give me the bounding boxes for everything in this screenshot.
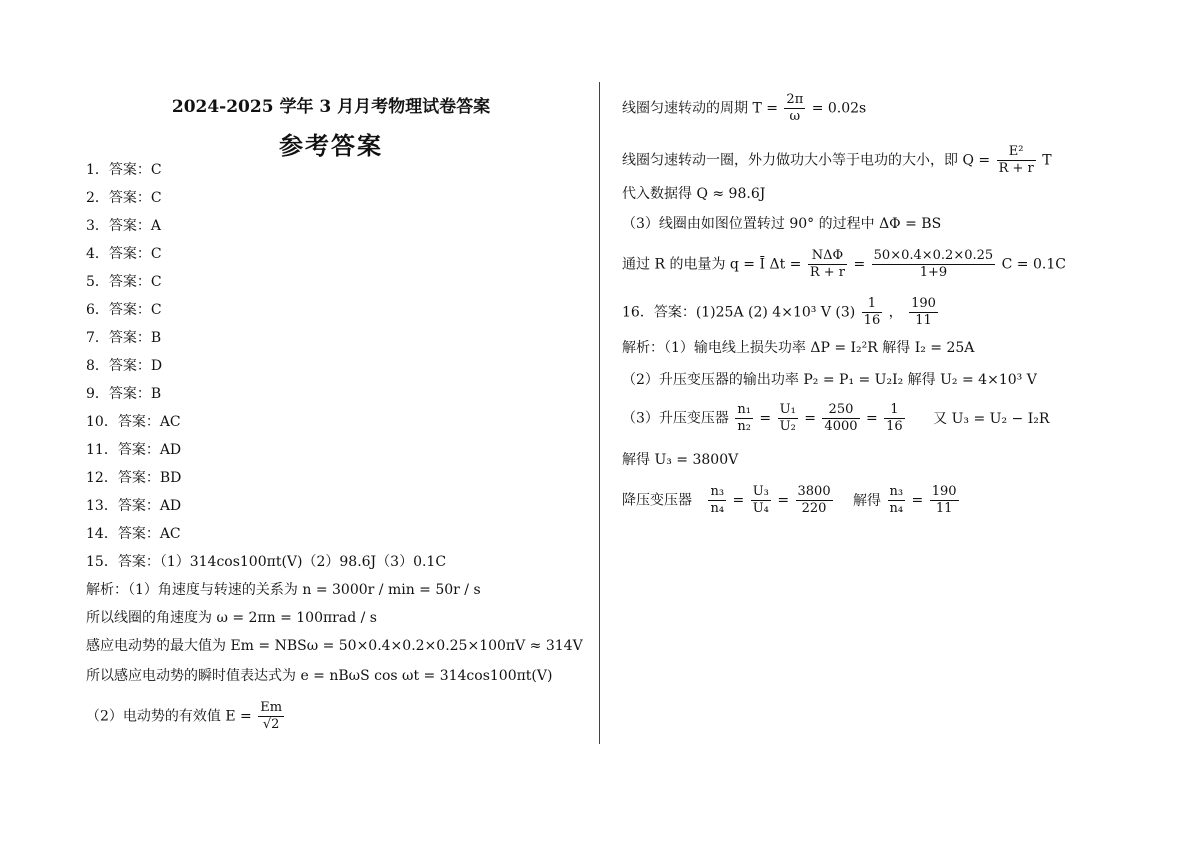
- fraction: [872, 248, 996, 281]
- denominator: 4000: [824, 419, 858, 434]
- numerator: NΔΦ: [808, 248, 847, 265]
- page-title: 2024-2025 学年 3 月月考物理试卷答案: [171, 97, 491, 117]
- fraction: [796, 484, 833, 517]
- answer-item: 4．答案：C: [86, 246, 162, 262]
- denominator: 16: [886, 419, 903, 434]
- numerator: 190: [911, 296, 936, 311]
- fraction: [751, 484, 771, 517]
- fraction: [778, 402, 798, 435]
- denominator: R + r: [809, 265, 846, 280]
- answer-item: 10．答案：AC: [86, 414, 181, 430]
- q15-right-line-4: （3）线圈由如图位置转过 90° 的过程中 ΔΦ = BS: [622, 216, 942, 232]
- q16-line-1: 解析：（1）输电线上损失功率 ΔP = I₂²R 解得 I₂ = 25A: [622, 340, 975, 356]
- text: C = 0.1C: [1001, 256, 1066, 273]
- answer-item: 9．答案：B: [86, 386, 162, 402]
- numerator: U₁: [779, 402, 796, 417]
- numerator: 2π: [786, 92, 804, 107]
- fraction: [888, 484, 906, 517]
- column-divider: [599, 82, 600, 744]
- text: =: [865, 410, 878, 427]
- text: =: [911, 492, 924, 509]
- numerator: 190: [931, 484, 957, 499]
- text: 降压变压器: [622, 492, 692, 509]
- denominator: √2: [262, 717, 280, 732]
- fraction: [930, 484, 959, 517]
- text: =: [853, 256, 866, 273]
- denominator: 220: [801, 501, 827, 516]
- text: （3）升压变压器: [622, 410, 729, 427]
- answer-item: 13．答案：AD: [86, 498, 182, 514]
- answer-item: 3．答案：A: [86, 218, 162, 234]
- q15-l5-prefix: （2）电动势的有效值 E =: [86, 708, 252, 725]
- q16-line-4: 解得 U₃ = 3800V: [622, 452, 739, 468]
- q15-line-2: 所以线圈的角速度为 ω = 2πn = 100πrad / s: [86, 610, 377, 626]
- answer-item: 2．答案：C: [86, 190, 162, 206]
- fraction: [884, 402, 905, 435]
- fraction: [909, 296, 938, 329]
- q15-answer: 15．答案：（1）314cos100πt(V)（2）98.6J（3）0.1C: [86, 554, 447, 570]
- answer-item: 6．答案：C: [86, 302, 162, 318]
- q15-line-4: 所以感应电动势的瞬时值表达式为 e = nBωS cos ωt = 314cos100πt(V): [86, 668, 553, 684]
- denominator: 11: [915, 313, 932, 328]
- denominator: R + r: [998, 161, 1034, 176]
- fraction: [708, 484, 726, 517]
- answer-item: 14．答案：AC: [86, 526, 181, 542]
- text: 通过 R 的电量为 q = Ī Δt =: [622, 256, 802, 273]
- numerator: n₁: [737, 402, 751, 417]
- q15-right-line-1: [622, 92, 866, 125]
- denominator: ω: [789, 109, 801, 124]
- answer-item: 11．答案：AD: [86, 442, 182, 458]
- denominator: 1+9: [919, 265, 948, 280]
- fraction: [258, 700, 284, 733]
- text: T: [1042, 152, 1052, 169]
- text: 线圈匀速转动一圈，外力做功大小等于电功的大小，即 Q =: [622, 152, 991, 169]
- numerator: 1: [862, 296, 883, 313]
- text: 又 U₃ = U₂ − I₂R: [933, 410, 1050, 427]
- numerator: 3800: [797, 484, 831, 499]
- fraction: [784, 92, 805, 125]
- denominator: n₄: [710, 501, 725, 516]
- q16-line-5: [622, 484, 961, 517]
- denominator: n₂: [737, 419, 751, 434]
- fraction: [862, 296, 883, 329]
- text: ，: [888, 304, 903, 321]
- answer-item: 1．答案：C: [86, 162, 162, 178]
- text: = 0.02s: [811, 100, 867, 117]
- text: 线圈匀速转动的周期 T =: [622, 100, 778, 117]
- text: 解得: [853, 492, 882, 509]
- numerator: n₃: [889, 484, 904, 499]
- text: =: [732, 492, 745, 509]
- q15-right-line-2: [622, 144, 1052, 177]
- page-subtitle: 参考答案: [279, 131, 383, 160]
- answer-item: 7．答案：B: [86, 330, 162, 346]
- q15-line-5: [86, 700, 286, 733]
- numerator: 250: [822, 402, 859, 419]
- denominator: U₄: [752, 501, 769, 516]
- text: =: [759, 410, 772, 427]
- fraction: [735, 402, 753, 435]
- numerator: 1: [884, 402, 905, 419]
- answer-item: 5．答案：C: [86, 274, 162, 290]
- fraction: [997, 144, 1036, 177]
- numerator: 50×0.4×0.2×0.25: [873, 248, 994, 263]
- q15-right-line-3: 代入数据得 Q ≈ 98.6J: [622, 186, 766, 202]
- denominator: U₂: [779, 419, 796, 434]
- numerator: Em: [260, 700, 283, 715]
- numerator: U₃: [752, 484, 769, 499]
- answer-item: 12．答案：BD: [86, 470, 182, 486]
- q15-line-1: 解析：（1）角速度与转速的关系为 n = 3000r / min = 50r / s: [86, 582, 481, 598]
- fraction: [822, 402, 859, 435]
- q16-line-2: （2）升压变压器的输出功率 P₂ = P₁ = U₂I₂ 解得 U₂ = 4×10³ V: [622, 372, 1037, 388]
- text: =: [777, 492, 790, 509]
- q15-right-line-5: [622, 248, 1066, 281]
- denominator: n₄: [889, 501, 904, 516]
- text: =: [804, 410, 816, 427]
- denominator: 11: [935, 501, 953, 516]
- fraction: [808, 248, 847, 281]
- numerator: E²: [997, 144, 1036, 161]
- q16-line-3: [622, 402, 1049, 435]
- text: 16．答案：(1)25A (2) 4×10³ V (3): [622, 304, 856, 321]
- numerator: n₃: [710, 484, 725, 499]
- answer-item: 8．答案：D: [86, 358, 163, 374]
- denominator: 16: [863, 313, 881, 328]
- q15-line-3: 感应电动势的最大值为 Em = NBSω = 50×0.4×0.2×0.25×100πV ≈ 314V: [86, 638, 583, 654]
- q16-answer: [622, 296, 940, 329]
